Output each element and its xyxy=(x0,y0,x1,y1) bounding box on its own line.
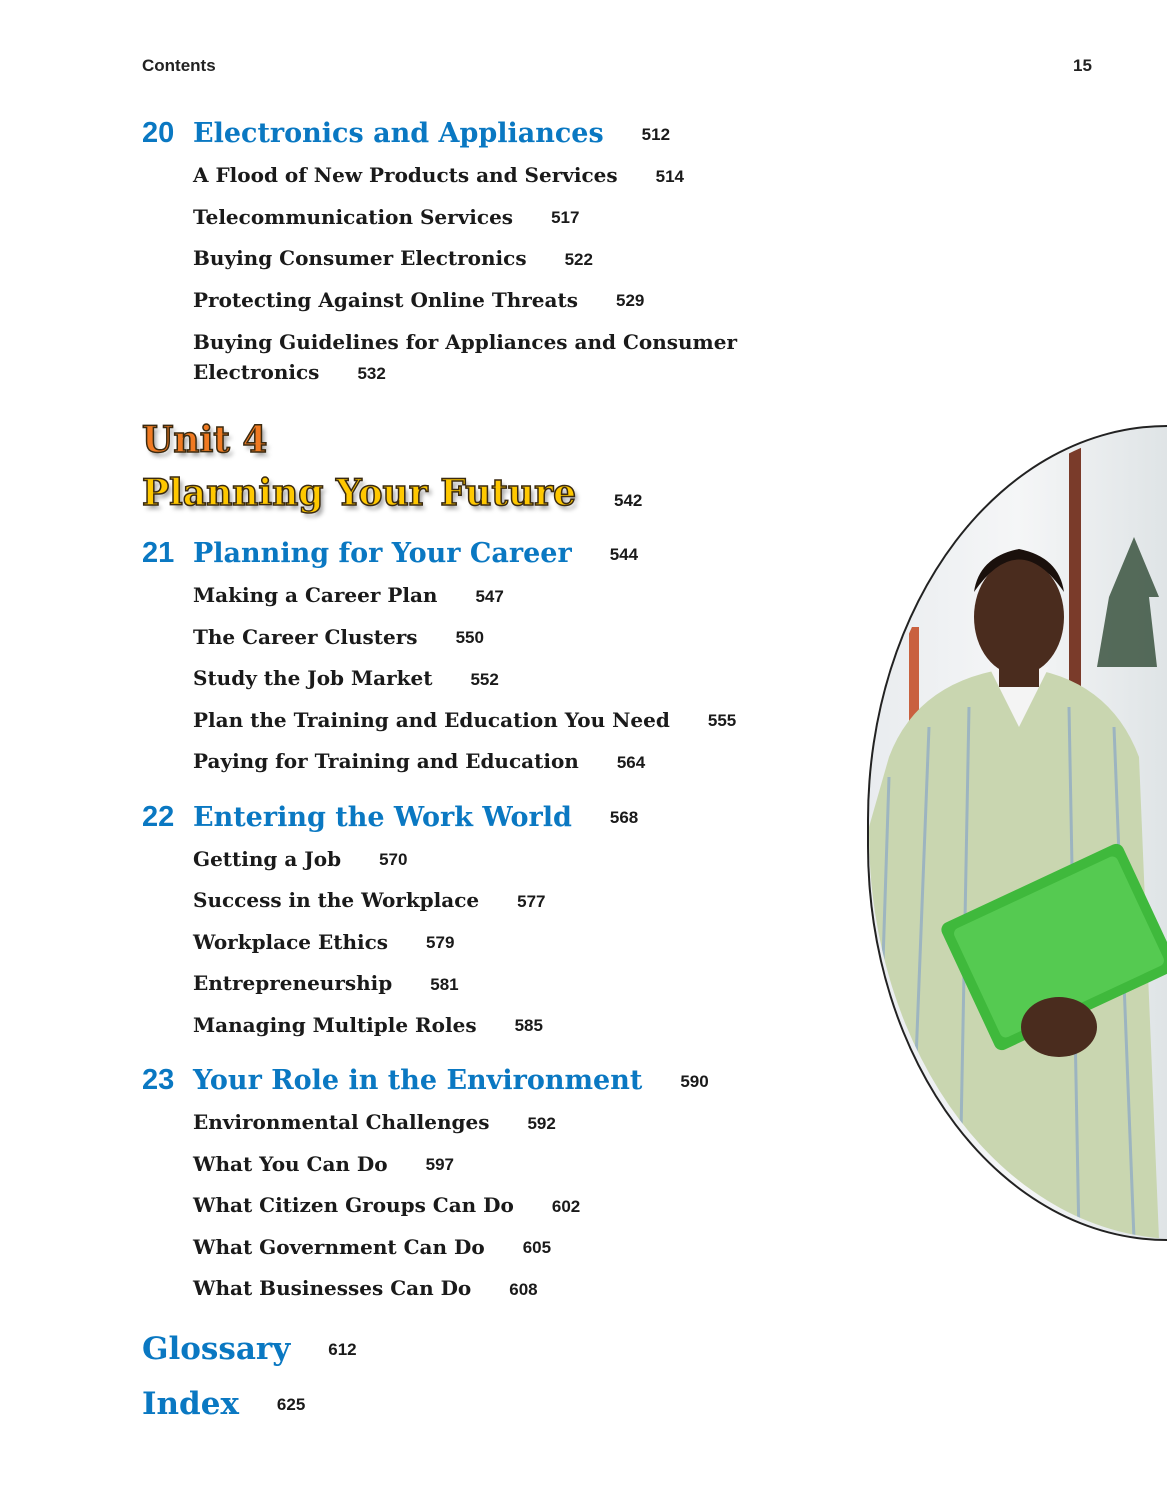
page-ref: 550 xyxy=(455,628,484,647)
page-ref: 514 xyxy=(655,166,684,186)
section-entry[interactable] xyxy=(193,238,862,280)
glossary-title: Glossary xyxy=(142,1330,291,1367)
section-title: Buying Consumer Electronics xyxy=(193,246,527,270)
page-ref: 570 xyxy=(379,850,408,869)
page-ref: 602 xyxy=(551,1196,581,1216)
section-title: Telecommunication Services xyxy=(193,204,514,229)
section-title: Paying for Training and Education xyxy=(193,749,579,773)
unit-heading[interactable] xyxy=(142,414,862,520)
page-ref: 625 xyxy=(276,1395,306,1414)
section-entry[interactable] xyxy=(193,741,862,783)
section-title: Study the Job Market xyxy=(193,666,433,690)
section-title: Buying Guidelines for Appliances and Consumer Electronics xyxy=(193,330,737,384)
section-title: The Career Clusters xyxy=(193,624,418,649)
page-number: 15 xyxy=(1073,56,1092,75)
glossary-entry[interactable] xyxy=(142,1322,862,1377)
section-title: What Businesses Can Do xyxy=(193,1276,472,1300)
index-entry[interactable] xyxy=(142,1377,862,1432)
page-ref: 547 xyxy=(475,586,504,606)
page-ref: 529 xyxy=(615,291,645,310)
section-entry[interactable] xyxy=(193,1185,862,1227)
page-ref: 512 xyxy=(641,124,671,144)
section-entry[interactable] xyxy=(193,700,862,742)
section-title: Making a Career Plan xyxy=(193,583,438,607)
page-ref: 577 xyxy=(517,891,546,911)
chapter-title-link[interactable] xyxy=(142,111,862,155)
section-entry[interactable] xyxy=(193,155,862,197)
section-entry[interactable] xyxy=(193,963,862,1005)
chapter-20 xyxy=(142,111,862,393)
page-ref: 564 xyxy=(616,752,646,772)
page-ref: 608 xyxy=(509,1279,538,1299)
chapter-title: Your Role in the Environment xyxy=(193,1065,643,1096)
section-title: Environmental Challenges xyxy=(193,1110,490,1134)
section-title: Managing Multiple Roles xyxy=(193,1012,477,1037)
section-entry[interactable] xyxy=(193,321,853,393)
index-title: Index xyxy=(142,1385,239,1422)
page-ref: 555 xyxy=(707,711,737,730)
page-ref: 592 xyxy=(527,1113,556,1133)
chapter-title-link[interactable] xyxy=(142,1058,862,1102)
section-title: What Citizen Groups Can Do xyxy=(193,1193,514,1217)
page-ref: 605 xyxy=(522,1238,552,1257)
section-entry[interactable] xyxy=(193,1268,862,1310)
chapter-22 xyxy=(142,795,862,1047)
page-ref: 522 xyxy=(564,249,593,269)
page-ref: 568 xyxy=(609,808,639,827)
section-entry[interactable] xyxy=(193,1005,862,1047)
section-title: Success in the Workplace xyxy=(193,888,480,912)
section-entry[interactable] xyxy=(193,1227,862,1269)
page-ref: 517 xyxy=(551,208,580,227)
page-ref: 590 xyxy=(680,1071,709,1091)
section-entry[interactable] xyxy=(193,617,862,659)
section-entry[interactable] xyxy=(193,839,862,881)
page-ref: 552 xyxy=(470,669,499,689)
chapter-title: Entering the Work World xyxy=(193,801,572,833)
section-title: Entrepreneurship xyxy=(193,971,393,995)
chapter-number: 22 xyxy=(142,800,175,833)
section-entry[interactable] xyxy=(193,922,862,964)
page-ref: 581 xyxy=(430,974,459,994)
section-title: What You Can Do xyxy=(193,1151,388,1176)
table-of-contents xyxy=(142,111,862,1432)
chapter-title-link[interactable] xyxy=(142,795,862,839)
chapter-title-link[interactable] xyxy=(142,531,862,575)
chapter-number: 20 xyxy=(142,117,175,149)
page-ref: 579 xyxy=(426,933,455,952)
student-holding-folder-image xyxy=(869,427,1167,1239)
section-entry[interactable] xyxy=(193,1144,862,1186)
section-entry[interactable] xyxy=(193,197,862,239)
chapter-title: Planning for Your Career xyxy=(193,538,572,569)
section-entry[interactable] xyxy=(193,280,862,322)
section-entry[interactable] xyxy=(193,575,862,617)
section-entry[interactable] xyxy=(193,1102,862,1144)
chapter-21 xyxy=(142,531,862,783)
page-ref: 542 xyxy=(614,490,643,510)
section-title: Workplace Ethics xyxy=(193,929,389,954)
unit-title: Planning Your Future xyxy=(142,472,577,514)
unit-label: Unit 4 xyxy=(142,419,268,461)
section-title: What Government Can Do xyxy=(193,1234,485,1259)
page-ref: 597 xyxy=(425,1155,454,1174)
running-header-section: Contents xyxy=(142,56,216,75)
chapter-title: Electronics and Appliances xyxy=(193,118,604,149)
section-title: Protecting Against Online Threats xyxy=(193,287,578,312)
section-title: A Flood of New Products and Services xyxy=(193,163,618,187)
page-ref: 585 xyxy=(514,1016,543,1035)
chapter-number: 23 xyxy=(142,1064,175,1096)
page-ref: 612 xyxy=(328,1340,357,1359)
section-title: Getting a Job xyxy=(193,846,342,871)
section-entry[interactable] xyxy=(193,880,862,922)
section-entry[interactable] xyxy=(193,658,862,700)
page-ref: 532 xyxy=(357,363,386,383)
page-ref: 544 xyxy=(609,544,639,564)
chapter-23 xyxy=(142,1058,862,1310)
student-photo xyxy=(867,425,1167,1241)
section-title: Plan the Training and Education You Need xyxy=(193,707,670,732)
chapter-number: 21 xyxy=(142,537,175,569)
